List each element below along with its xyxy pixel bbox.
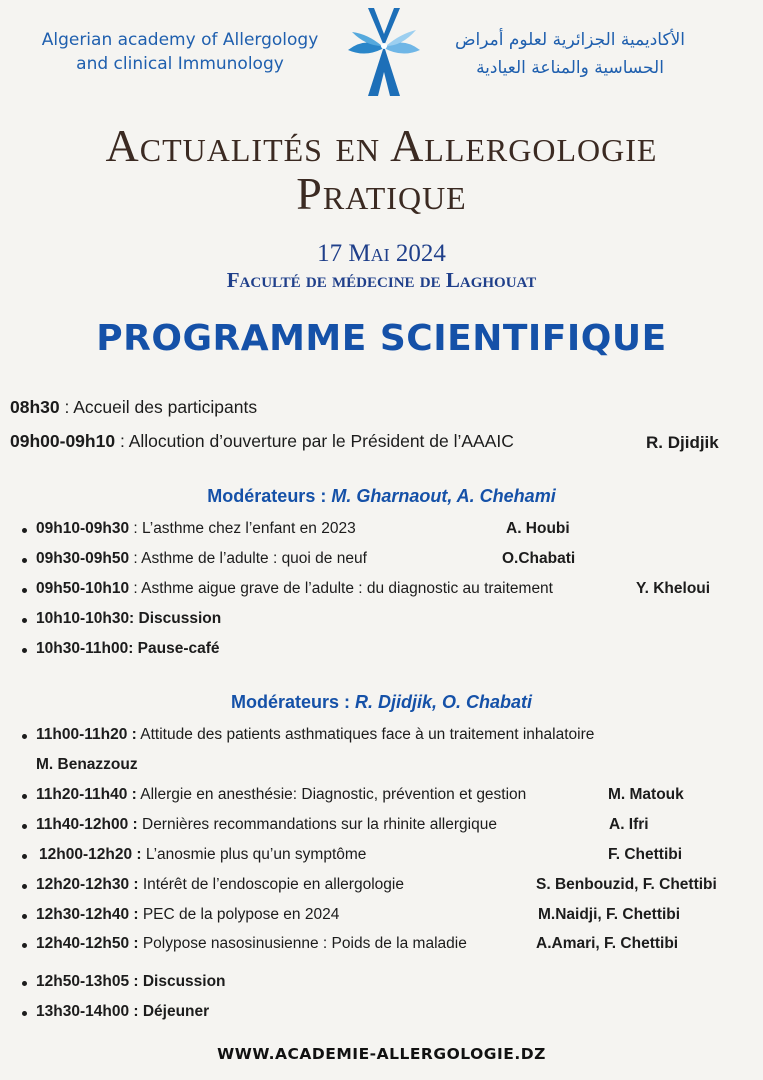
- item-text: Attitude des patients asthmatiques face à un traitement inhalatoire: [136, 726, 595, 743]
- session1-moderators: [0, 486, 763, 507]
- bullet: [22, 981, 27, 986]
- session2-moderators: [0, 692, 763, 713]
- org-name-english: [30, 28, 330, 76]
- item-text: L’anosmie plus qu’un symptôme: [141, 846, 367, 863]
- item-time: 09h50-10h10: [36, 580, 130, 597]
- item-time: 09h10-09h30: [36, 520, 130, 537]
- event-venue: Faculté de médecine de Laghouat: [226, 268, 537, 292]
- bullet: [22, 528, 27, 533]
- moderators-names: R. Djidjik, O. Chabati: [355, 692, 533, 712]
- bullet: [22, 824, 27, 829]
- item-speaker: A.Amari, F. Chettibi: [536, 935, 679, 952]
- header: [0, 0, 763, 100]
- item-time: 11h20-11h40 :: [36, 786, 137, 803]
- item-speaker: Y. Kheloui: [636, 580, 711, 597]
- event-date: 17 Mai 2024: [317, 240, 446, 267]
- item-text: PEC de la polypose en 2024: [138, 906, 340, 923]
- item-speaker: M. Benazzouz: [36, 756, 138, 773]
- item-speaker: F. Chettibi: [608, 846, 683, 863]
- item-speaker: O.Chabati: [502, 550, 576, 567]
- org-name-arabic: [430, 26, 710, 82]
- org-ar-line1: الأكاديمية الجزائرية لعلوم أمراض: [454, 30, 685, 50]
- bullet: [22, 734, 27, 739]
- item-text: Polypose nasosinusienne : Poids de la maladie: [138, 935, 467, 952]
- programme-title: PROGRAMME SCIENTIFIQUE: [96, 318, 667, 359]
- event-title-line2: Pratique: [296, 168, 467, 219]
- opening-item: [10, 397, 257, 418]
- opening-speaker: R. Djidjik: [646, 433, 719, 452]
- website-link[interactable]: WWW.ACADEMIE-ALLERGOLOGIE.DZ: [217, 1045, 546, 1063]
- item-time: 12h20-12h30 :: [36, 876, 139, 893]
- item-speaker: S. Benbouzid, F. Chettibi: [536, 876, 717, 893]
- item-speaker: M. Matouk: [608, 786, 684, 803]
- item-time: 10h10-10h30: Discussion: [36, 610, 222, 627]
- bullet: [22, 648, 27, 653]
- moderators-label: Modérateurs :: [207, 486, 327, 506]
- item-text: Dernières recommandations sur la rhinite allergique: [137, 816, 497, 833]
- opening-text: : Allocution d’ouverture par le Président de l’AAAIC: [115, 431, 514, 451]
- opening-time: 08h30: [10, 397, 60, 417]
- item-time: 12h00-12h20 :: [39, 846, 142, 863]
- opening-time: 09h00-09h10: [10, 431, 116, 451]
- item-time: 12h30-12h40 :: [36, 906, 139, 923]
- bullet: [22, 618, 27, 623]
- item-text: : L’asthme chez l’enfant en 2023: [129, 520, 356, 537]
- item-time: 11h40-12h00 :: [36, 816, 138, 833]
- item-text: Allergie en anesthésie: Diagnostic, prévention et gestion: [136, 786, 527, 803]
- item-time: 09h30-09h50: [36, 550, 130, 567]
- item-time: 12h50-13h05 : Discussion: [36, 973, 226, 990]
- academy-logo-icon: [338, 6, 430, 98]
- item-text: Intérêt de l’endoscopie en allergologie: [138, 876, 404, 893]
- opening-item: [10, 431, 514, 452]
- bullet: [22, 914, 27, 919]
- org-en-line2: and clinical Immunology: [76, 54, 284, 74]
- item-text: : Asthme de l’adulte : quoi de neuf: [129, 550, 367, 567]
- bullet: [22, 558, 27, 563]
- item-time: 11h00-11h20 :: [36, 726, 137, 743]
- event-title: [0, 122, 763, 218]
- item-time: 10h30-11h00: Pause-café: [36, 640, 220, 657]
- bullet: [22, 884, 27, 889]
- bullet: [22, 854, 27, 859]
- moderators-label: Modérateurs :: [230, 692, 350, 712]
- bullet: [22, 943, 27, 948]
- item-time: 12h40-12h50 :: [36, 935, 139, 952]
- bullet: [22, 588, 27, 593]
- item-speaker: A. Ifri: [609, 816, 649, 833]
- bullet: [22, 1011, 27, 1016]
- bullet: [22, 794, 27, 799]
- event-title-line1: Actualités en Allergologie: [105, 120, 658, 171]
- moderators-names: M. Gharnaout, A. Chehami: [331, 486, 556, 506]
- item-speaker: A. Houbi: [506, 520, 570, 537]
- item-speaker: M.Naidji, F. Chettibi: [538, 906, 681, 923]
- org-ar-line2: الحساسية والمناعة العيادية: [476, 58, 664, 78]
- item-time: 13h30-14h00 : Déjeuner: [36, 1003, 210, 1020]
- org-en-line1: Algerian academy of Allergology: [41, 30, 319, 50]
- opening-text: : Accueil des participants: [59, 397, 258, 417]
- item-text: : Asthme aigue grave de l’adulte : du diagnostic au traitement: [129, 580, 553, 597]
